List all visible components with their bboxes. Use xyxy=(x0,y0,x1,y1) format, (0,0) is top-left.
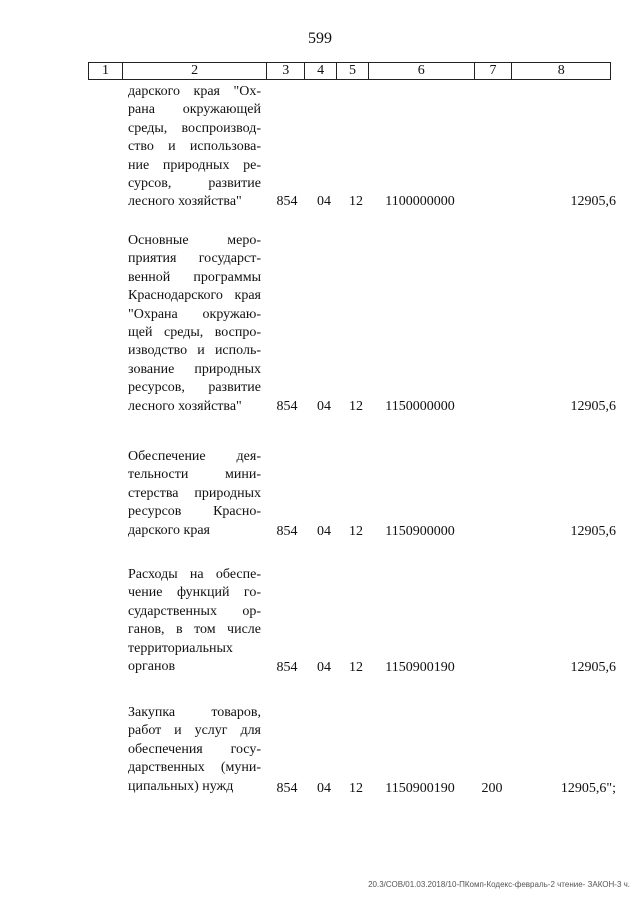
subsection-code: 12 xyxy=(349,781,363,796)
description-line: дарственных (муни- xyxy=(128,760,261,776)
document-footer: 20.3/СОВ/01.03.2018/10-ПКомп-Кодекс-февраль-2 чтение- ЗАКОН-3 ч. xyxy=(368,880,630,889)
amount: 12905,6 xyxy=(570,194,616,209)
column-header-2: 2 xyxy=(123,63,267,79)
column-header-6: 6 xyxy=(369,63,475,79)
target-article-code: 1150900190 xyxy=(385,660,455,675)
target-article-code: 1150900190 xyxy=(385,781,455,796)
description-line: среды, воспроизвод- xyxy=(128,120,261,136)
column-header-5: 5 xyxy=(337,63,369,79)
description-line: Обеспечение дея- xyxy=(128,449,261,464)
section-code: 04 xyxy=(317,194,331,209)
target-article-code: 1150000000 xyxy=(385,399,455,414)
row-description xyxy=(128,232,261,416)
row-description xyxy=(128,83,261,212)
target-article-code: 1100000000 xyxy=(385,194,455,209)
description-line: дарского края xyxy=(128,522,210,538)
admin-code: 854 xyxy=(276,524,298,539)
description-line: сударственных ор- xyxy=(128,603,261,619)
description-line: венной программы xyxy=(128,269,261,285)
description-line: Закупка товаров, xyxy=(128,705,261,720)
description-line: изводство и исполь- xyxy=(128,343,261,359)
column-header-3: 3 xyxy=(267,63,305,79)
section-code: 04 xyxy=(317,524,331,539)
amount: 12905,6 xyxy=(570,660,616,675)
description-line: работ и услуг для xyxy=(128,723,261,739)
description-line: тельности мини- xyxy=(128,467,261,483)
row-description xyxy=(128,704,261,796)
description-line: "Охрана окружаю- xyxy=(128,306,261,322)
description-line: лесного хозяйства" xyxy=(128,398,242,414)
description-line: ресурсов, развитие xyxy=(128,380,261,396)
amount: 12905,6"; xyxy=(560,781,616,796)
description-line: дарского края "Ох- xyxy=(128,84,261,99)
description-line: Краснодарского края xyxy=(128,288,261,304)
expense-type-code: 200 xyxy=(481,781,503,796)
page-number: 599 xyxy=(308,30,332,47)
description-line: лесного хозяйства" xyxy=(128,194,242,210)
row-description xyxy=(128,448,261,540)
section-code: 04 xyxy=(317,781,331,796)
column-header-4: 4 xyxy=(305,63,337,79)
description-line: сурсов, развитие xyxy=(128,176,261,192)
description-line: зование природных xyxy=(128,361,261,377)
column-header-1: 1 xyxy=(89,63,123,79)
section-code: 04 xyxy=(317,660,331,675)
column-header-8: 8 xyxy=(557,63,565,78)
amount: 12905,6 xyxy=(570,524,616,539)
amount: 12905,6 xyxy=(570,399,616,414)
description-line: чение функций го- xyxy=(128,585,261,601)
description-line: ресурсов Красно- xyxy=(128,504,261,520)
row-description xyxy=(128,566,261,676)
subsection-code: 12 xyxy=(349,399,363,414)
description-line: органов xyxy=(128,659,176,675)
description-line: ципальных) нужд xyxy=(128,778,234,794)
description-line: Основные меро- xyxy=(128,233,261,248)
description-line: приятия государст- xyxy=(128,251,261,267)
description-line: территориальных xyxy=(128,640,233,656)
admin-code: 854 xyxy=(276,781,298,796)
description-line: обеспечения госу- xyxy=(128,741,261,757)
description-line: ние природных ре- xyxy=(128,157,261,173)
description-line: щей среды, воспро- xyxy=(128,325,261,341)
column-header-7: 7 xyxy=(475,63,513,79)
target-article-code: 1150900000 xyxy=(385,524,455,539)
admin-code: 854 xyxy=(276,399,298,414)
subsection-code: 12 xyxy=(349,660,363,675)
description-line: стерства природных xyxy=(128,485,261,501)
description-line: ство и использова- xyxy=(128,139,261,155)
subsection-code: 12 xyxy=(349,524,363,539)
description-line: ганов, в том числе xyxy=(128,622,261,638)
admin-code: 854 xyxy=(276,660,298,675)
column-header-row xyxy=(88,62,611,80)
section-code: 04 xyxy=(317,399,331,414)
description-line: рана окружающей xyxy=(128,102,261,118)
subsection-code: 12 xyxy=(349,194,363,209)
admin-code: 854 xyxy=(276,194,298,209)
description-line: Расходы на обеспе- xyxy=(128,567,261,582)
